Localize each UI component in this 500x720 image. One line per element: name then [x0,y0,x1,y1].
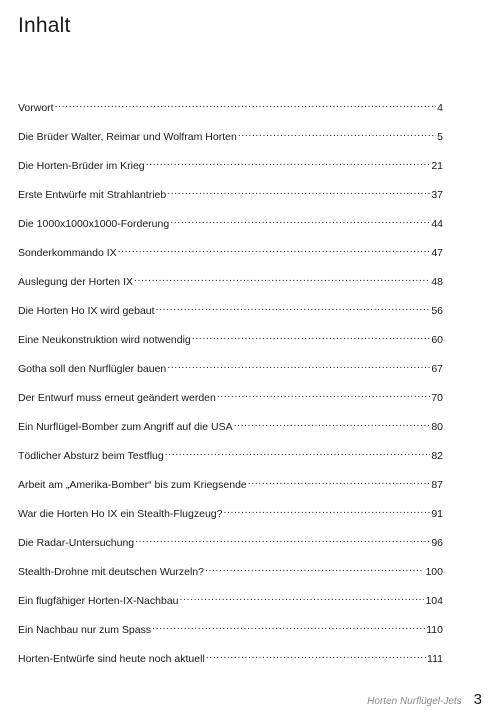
toc-entry-page: 37 [431,189,443,201]
toc-entry-title: Horten-Entwürfe sind heute noch aktuell [18,653,205,665]
toc-leader-dots [238,126,436,140]
toc-entry-title: Ein Nachbau nur zum Spass [18,624,152,636]
toc-entry-title: Gotha soll den Nurflügler bauen [18,363,167,375]
toc-entry [18,358,443,387]
toc-entry [18,300,443,329]
toc-entry-page: 111 [427,653,443,665]
toc-entry-title: War die Horten Ho IX ein Stealth-Flugzeug? [18,508,223,520]
toc-entry [18,213,443,242]
toc-entry-title: Stealth-Drohne mit deutschen Wurzeln? [18,566,204,578]
toc-entry-page: 5 [437,131,443,143]
toc-leader-dots [192,329,431,343]
toc-entry [18,503,443,532]
toc-entry-page: 100 [425,566,443,578]
toc-entry-title: Ein Nurflügel-Bomber zum Angriff auf die USA [18,421,233,433]
toc-entry [18,619,443,648]
toc-entry-title: Eine Neukonstruktion wird notwendig [18,334,191,346]
toc-entry-title: Tödlicher Absturz beim Testflug [18,450,164,462]
toc-entry [18,242,443,271]
toc-entry [18,97,443,126]
toc-leader-dots [223,503,430,517]
toc-entry-title: Ein flugfähiger Horten-IX-Nachbau [18,595,179,607]
toc-leader-dots [55,97,437,111]
toc-entry-page: 21 [431,160,443,172]
toc-entry [18,532,443,561]
page-number: 3 [473,691,482,708]
toc-entry-title: Die 1000x1000x1000-Forderung [18,218,170,230]
toc-entry-page: 56 [431,305,443,317]
toc-entry-title: Die Radar-Untersuchung [18,537,135,549]
toc-leader-dots [134,271,430,285]
toc-entry-page: 104 [425,595,443,607]
toc-entry-page: 70 [431,392,443,404]
toc-leader-dots [170,213,430,227]
toc-entry [18,648,443,677]
toc-leader-dots [135,532,430,546]
toc-entry-title: Auslegung der Horten IX [18,276,133,288]
toc-entry-title: Die Brüder Walter, Reimar und Wolfram Horten [18,131,237,143]
toc-entry-title: Sonderkommando IX [18,247,117,259]
toc-leader-dots [152,619,425,633]
toc-entry-title: Erste Entwürfe mit Strahlantrieb [18,189,167,201]
toc-entry-page: 91 [431,508,443,520]
toc-entry-page: 67 [431,363,443,375]
toc-entry [18,474,443,503]
toc-entry [18,271,443,300]
toc-entry [18,416,443,445]
table-of-contents [18,97,443,677]
toc-entry-title: Die Horten-Brüder im Krieg [18,160,145,172]
toc-leader-dots [167,358,430,372]
toc-leader-dots [180,590,425,604]
toc-leader-dots [167,184,430,198]
toc-entry-page: 4 [437,102,443,114]
toc-entry [18,155,443,184]
toc-entry [18,126,443,155]
toc-entry-title: Die Horten Ho IX wird gebaut [18,305,155,317]
toc-entry-page: 96 [431,537,443,549]
toc-entry [18,387,443,416]
toc-entry [18,590,443,619]
toc-leader-dots [234,416,431,430]
page-title: Inhalt [18,14,71,37]
toc-entry [18,561,443,590]
toc-entry-title: Arbeit am „Amerika-Bomber“ bis zum Kriegsende [18,479,247,491]
toc-entry [18,184,443,213]
toc-entry-page: 44 [431,218,443,230]
toc-entry-page: 60 [431,334,443,346]
toc-leader-dots [156,300,431,314]
toc-entry [18,329,443,358]
toc-entry-page: 48 [431,276,443,288]
toc-entry-title: Der Entwurf muss erneut geändert werden [18,392,216,404]
toc-leader-dots [248,474,431,488]
toc-entry-page: 47 [431,247,443,259]
toc-leader-dots [146,155,431,169]
toc-leader-dots [205,561,424,575]
toc-entry-page: 80 [431,421,443,433]
running-title: Horten Nurflügel-Jets [367,696,462,707]
toc-leader-dots [165,445,431,459]
toc-entry-page: 87 [431,479,443,491]
toc-entry-title: Vorwort [18,102,54,114]
toc-entry [18,445,443,474]
page-footer [367,691,482,708]
toc-entry-page: 110 [426,624,443,636]
toc-leader-dots [118,242,431,256]
toc-leader-dots [217,387,430,401]
toc-entry-page: 82 [431,450,443,462]
toc-leader-dots [206,648,426,662]
